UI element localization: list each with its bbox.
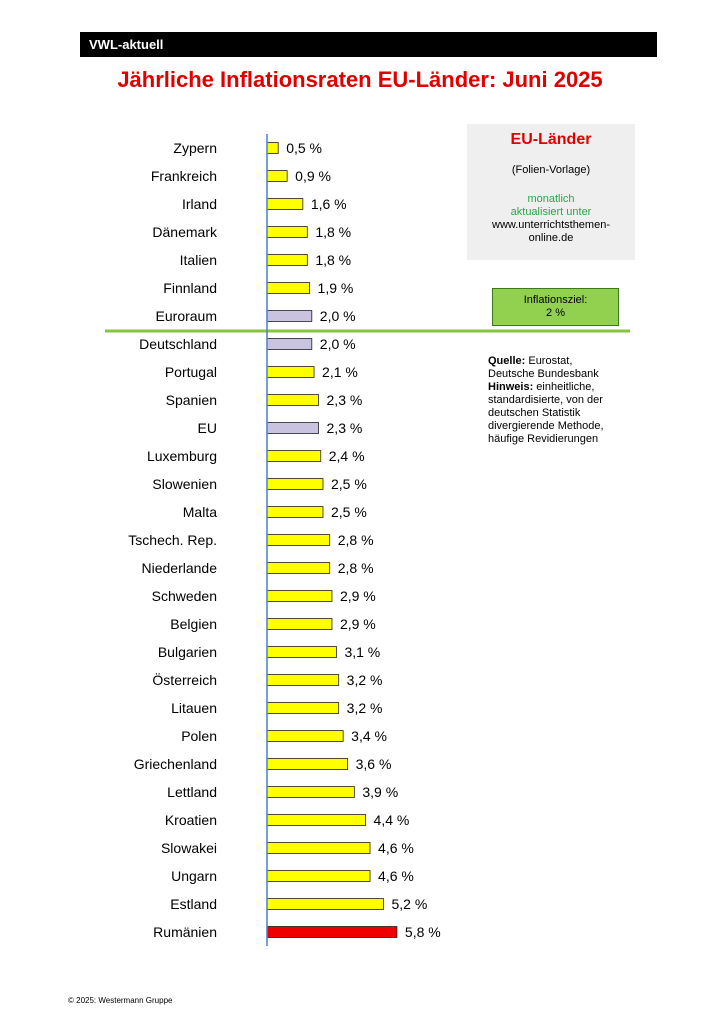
- category-label: Estland: [170, 896, 217, 912]
- bar: [267, 367, 314, 378]
- value-label: 2,0 %: [319, 336, 356, 352]
- info-box-title: EU-Länder: [510, 131, 592, 148]
- source-label: Quelle:: [488, 355, 526, 367]
- hint-line2: standardisierte, von der: [488, 394, 603, 406]
- category-label: Portugal: [164, 364, 217, 380]
- value-label: 4,6 %: [378, 868, 414, 884]
- category-label: Kroatien: [164, 812, 217, 828]
- info-box-url-2: online.de: [528, 232, 574, 244]
- bar: [267, 199, 303, 210]
- source-note: [488, 355, 658, 446]
- source-line1: Eurostat,: [525, 355, 573, 367]
- category-label: Polen: [181, 728, 217, 744]
- header-label: VWL-aktuell: [89, 37, 164, 52]
- category-label: Slowenien: [152, 476, 217, 492]
- category-label: EU: [197, 420, 217, 436]
- bar: [267, 563, 330, 574]
- bar: [267, 647, 336, 658]
- info-box-url-1: www.unterrichtsthemen-: [492, 219, 610, 231]
- info-box: [467, 124, 635, 260]
- category-label: Deutschland: [139, 336, 217, 352]
- bar: [267, 815, 366, 826]
- category-label: Bulgarien: [157, 644, 217, 660]
- value-label: 3,4 %: [351, 728, 387, 744]
- value-label: 2,8 %: [337, 532, 374, 548]
- value-label: 0,5 %: [286, 140, 323, 156]
- info-box-note-1: monatlich: [527, 193, 575, 205]
- value-label: 4,4 %: [373, 812, 410, 828]
- category-label: Italien: [179, 252, 217, 268]
- bar: [267, 507, 323, 518]
- hint-line1: einheitliche,: [533, 381, 595, 393]
- category-label: Litauen: [171, 700, 217, 716]
- value-label: 2,4 %: [328, 448, 365, 464]
- inflation-target-box: [492, 288, 619, 326]
- bar: [267, 171, 287, 182]
- chart-title: Jährliche Inflationsraten EU-Länder: Juni 2025: [117, 67, 603, 92]
- category-label: Tschech. Rep.: [128, 532, 217, 548]
- hint-line4: divergierende Methode,: [488, 420, 604, 432]
- bar: [267, 311, 312, 322]
- category-label: Dänemark: [152, 224, 217, 240]
- category-label: Lettland: [167, 784, 217, 800]
- value-label: 2,3 %: [326, 392, 363, 408]
- value-label: 2,5 %: [331, 504, 367, 520]
- bar: [267, 759, 348, 770]
- bar: [267, 227, 307, 238]
- category-label: Irland: [181, 196, 217, 212]
- value-label: 3,9 %: [362, 784, 399, 800]
- bar: [267, 423, 319, 434]
- category-label: Niederlande: [141, 560, 217, 576]
- bar: [267, 927, 397, 938]
- bar: [267, 843, 370, 854]
- value-label: 1,8 %: [315, 224, 352, 240]
- value-label: 2,8 %: [337, 560, 374, 576]
- category-label: Finnland: [163, 280, 217, 296]
- value-label: 3,2 %: [346, 700, 383, 716]
- value-label: 2,5 %: [331, 476, 367, 492]
- bar: [267, 143, 278, 154]
- category-label: Euroraum: [155, 308, 217, 324]
- value-label: 1,8 %: [315, 252, 352, 268]
- value-label: 5,8 %: [404, 924, 441, 940]
- bar: [267, 899, 383, 910]
- bar: [267, 871, 370, 882]
- info-box-note-2: aktualisiert unter: [510, 206, 592, 218]
- bar: [267, 283, 310, 294]
- copyright-footer: © 2025: Westermann Gruppe: [68, 996, 173, 1005]
- bar: [267, 703, 339, 714]
- bar: [267, 535, 330, 546]
- value-label: 2,1 %: [322, 364, 358, 380]
- bar: [267, 255, 307, 266]
- bar: [267, 591, 332, 602]
- bar: [267, 731, 343, 742]
- bar: [267, 451, 321, 462]
- hint-line3: deutschen Statistik: [488, 407, 581, 419]
- category-label: Spanien: [165, 392, 217, 408]
- value-label: 2,0 %: [319, 308, 356, 324]
- category-label: Rumänien: [153, 924, 217, 940]
- value-label: 5,2 %: [391, 896, 428, 912]
- category-label: Zypern: [173, 140, 217, 156]
- source-line2: Deutsche Bundesbank: [488, 368, 599, 380]
- bar: [267, 395, 319, 406]
- value-label: 4,6 %: [378, 840, 414, 856]
- value-label: 1,9 %: [317, 280, 354, 296]
- value-label: 1,6 %: [310, 196, 347, 212]
- category-label: Griechenland: [133, 756, 217, 772]
- hint-line5: häufige Revidierungen: [488, 433, 599, 445]
- hint-label: Hinweis:: [488, 381, 534, 393]
- category-label: Schweden: [151, 588, 217, 604]
- bar: [267, 339, 312, 350]
- value-label: 2,9 %: [339, 616, 376, 632]
- value-label: 3,2 %: [346, 672, 383, 688]
- category-label: Frankreich: [150, 168, 217, 184]
- value-label: 2,9 %: [339, 588, 376, 604]
- value-label: 3,1 %: [344, 644, 381, 660]
- target-box-line1: Inflationsziel:: [523, 294, 588, 306]
- bar: [267, 675, 339, 686]
- bar: [267, 619, 332, 630]
- bar: [267, 787, 354, 798]
- value-label: 0,9 %: [295, 168, 331, 184]
- category-label: Österreich: [152, 672, 217, 688]
- category-label: Slowakei: [160, 840, 217, 856]
- category-label: Ungarn: [171, 868, 217, 884]
- category-label: Luxemburg: [146, 448, 217, 464]
- value-label: 3,6 %: [355, 756, 392, 772]
- bar: [267, 479, 323, 490]
- value-label: 2,3 %: [326, 420, 363, 436]
- category-label: Belgien: [170, 616, 217, 632]
- info-box-subtitle: (Folien-Vorlage): [511, 164, 591, 176]
- category-label: Malta: [182, 504, 217, 520]
- target-box-line2: 2 %: [546, 307, 565, 319]
